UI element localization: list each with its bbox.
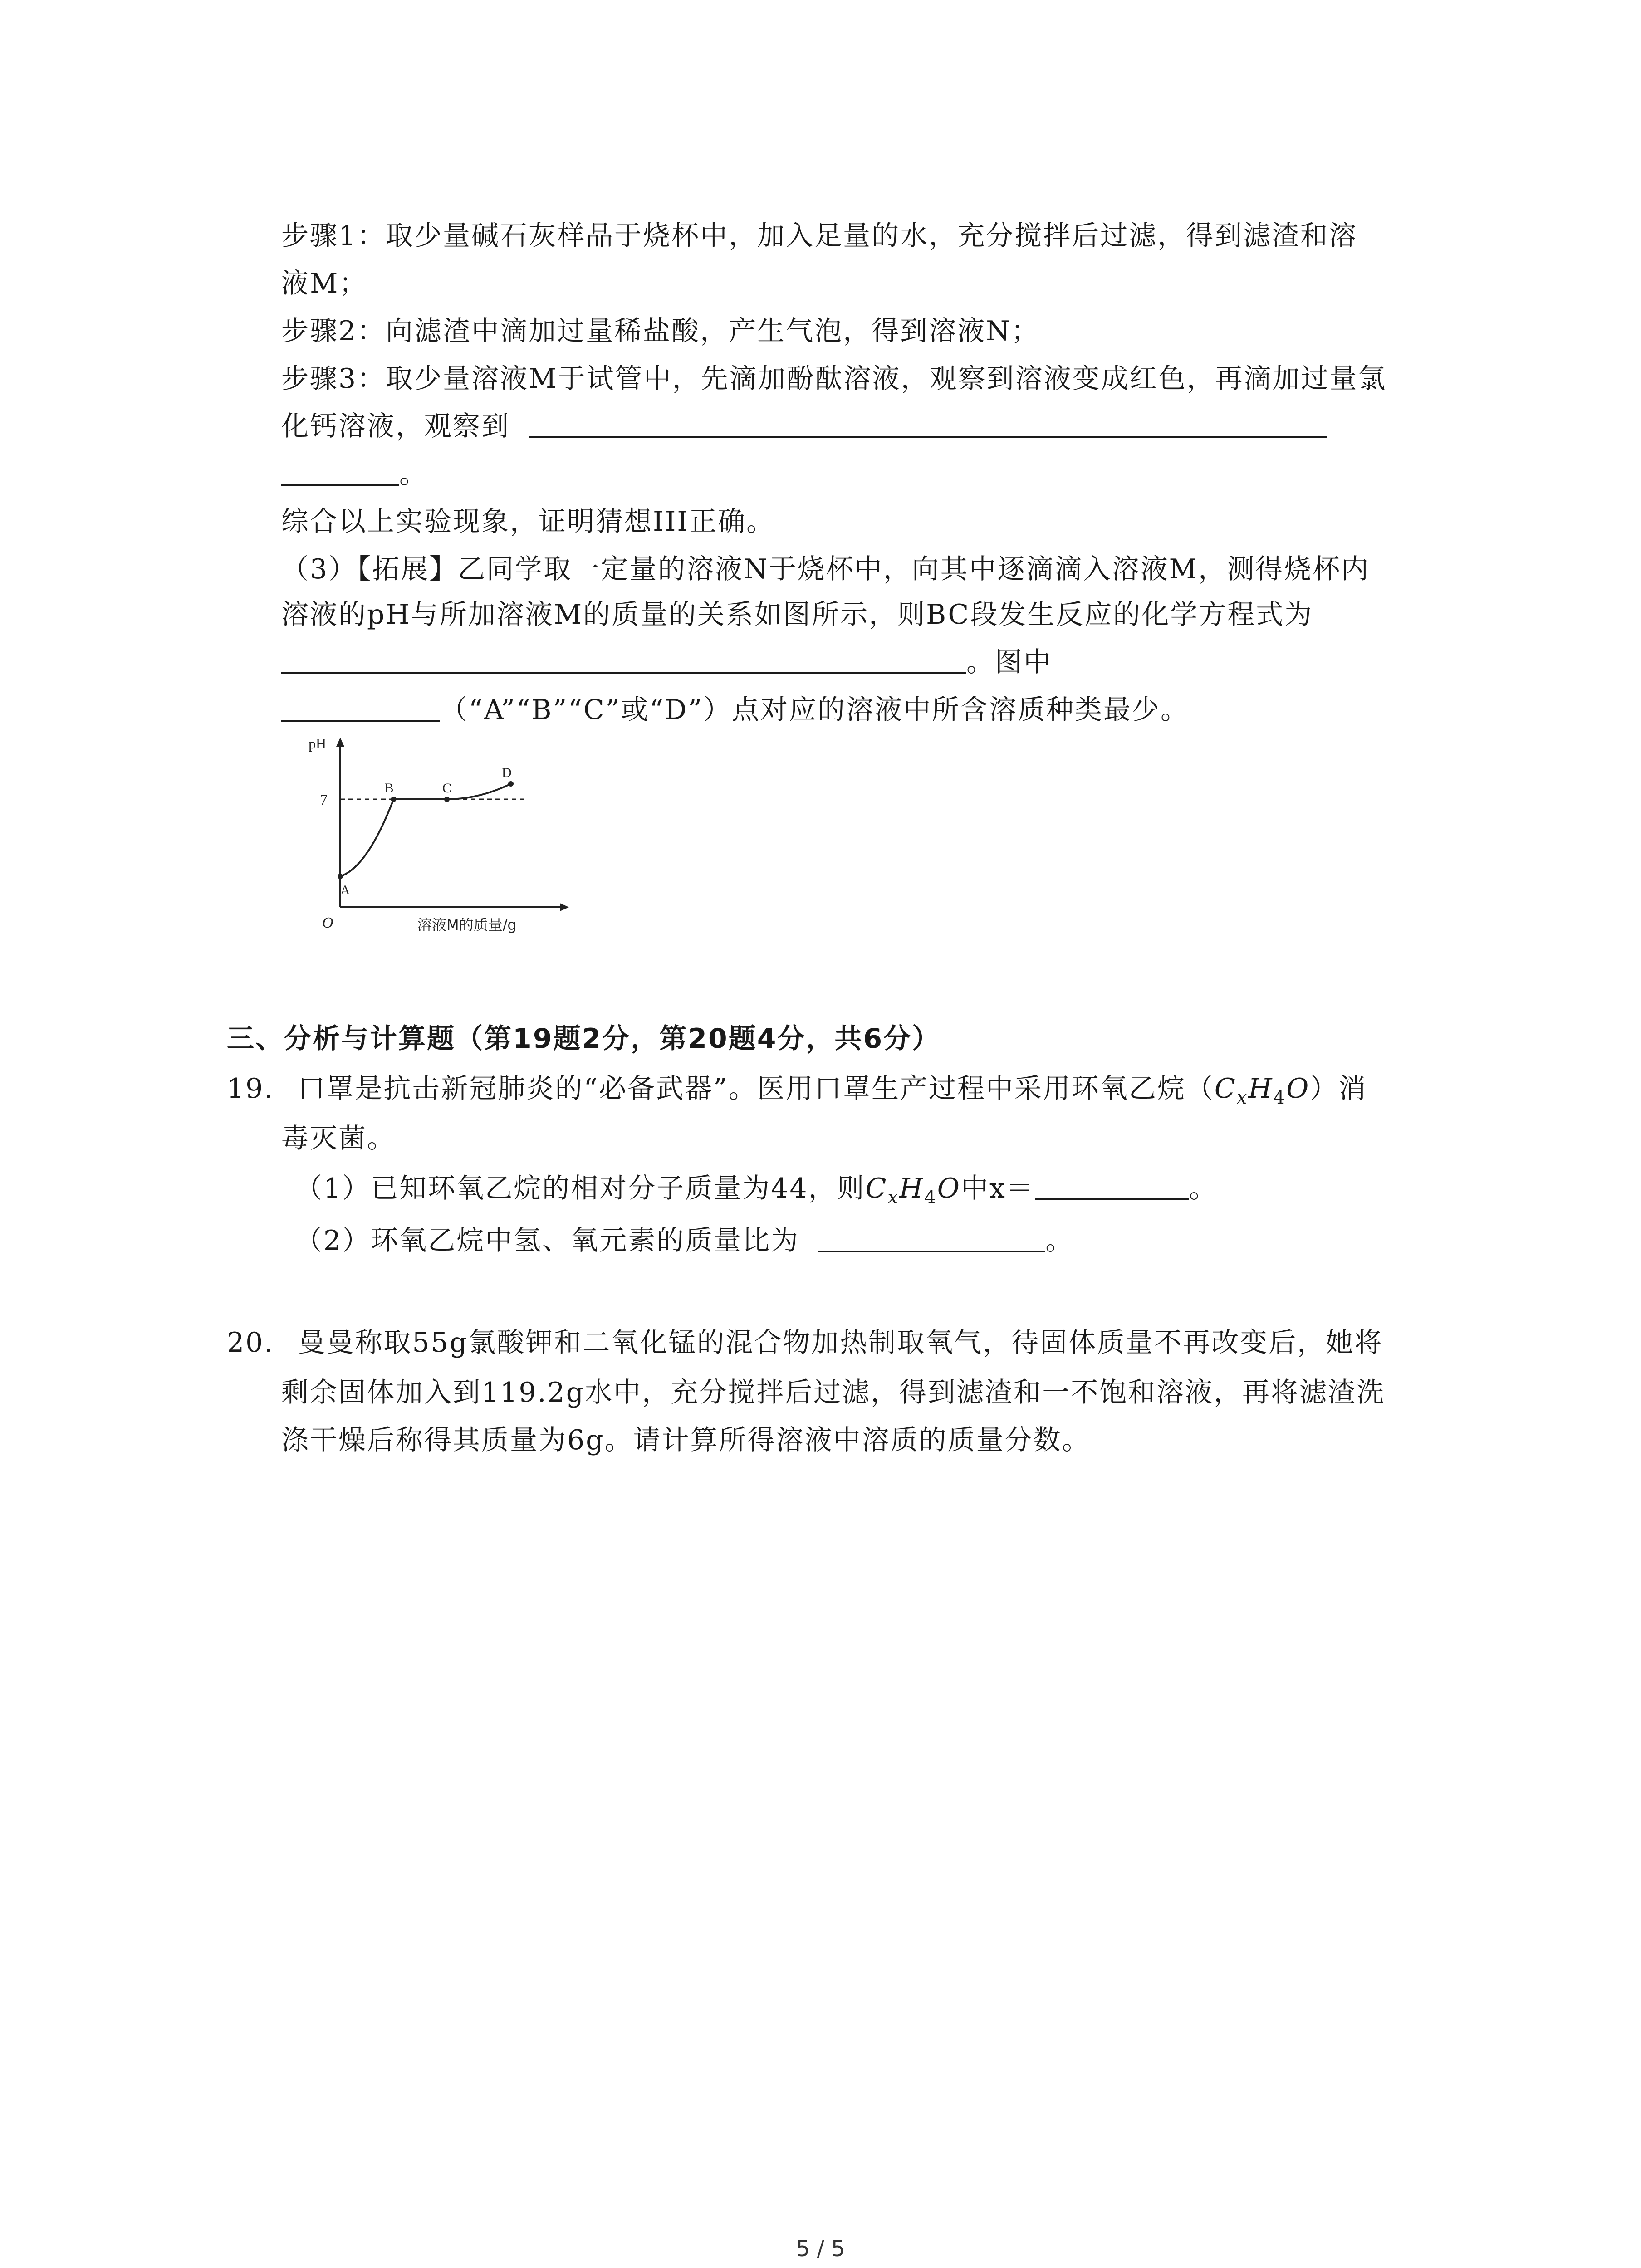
ph-chart-svg xyxy=(281,735,581,953)
q20-line2: 剩余固体加入到119.2g水中，充分搅拌后过滤，得到滤渣和一不饱和溶液，再将滤渣洗 xyxy=(281,1377,1386,1408)
point-label-c: C xyxy=(442,781,452,796)
q19-part1-text-b: 中x＝ xyxy=(961,1173,1035,1204)
x-axis-label: 溶液M的质量/g xyxy=(417,916,517,934)
point-label-b: B xyxy=(384,781,394,796)
part3-text-d: （“A”“B”“C”或“D”）点对应的溶液中所含溶质种类最少。 xyxy=(440,694,1190,726)
q19-part2-text: （2）环氧乙烷中氢、氧元素的质量比为 xyxy=(295,1225,800,1256)
formula-c: C xyxy=(1214,1073,1237,1105)
x-axis-arrow xyxy=(560,903,569,911)
part3-line1: （3）【拓展】乙同学取一定量的溶液N于烧杯中，向其中逐滴滴入溶液M，测得烧杯内 xyxy=(281,553,1370,585)
part3-line3 xyxy=(281,640,1052,685)
step3-line3 xyxy=(281,451,428,497)
point-b xyxy=(391,797,397,802)
origin-label: O xyxy=(322,914,333,931)
step3-text: 化钙溶液，观察到 xyxy=(281,411,510,442)
answer-blank-x[interactable] xyxy=(1035,1171,1189,1200)
y-axis-label: pH xyxy=(309,735,327,752)
q20-number: 20. xyxy=(227,1327,274,1359)
q19-part1-end: 。 xyxy=(1189,1173,1218,1204)
y-tick-7: 7 xyxy=(320,792,328,808)
q19-line2: 毒灭菌。 xyxy=(281,1123,396,1154)
q19-part1: （1）已知环氧乙烷的相对分子质量为44，则$C_xH_4O$中x＝ 。 xyxy=(295,1166,1218,1220)
q20-line1 xyxy=(227,1320,1383,1365)
ph-curve xyxy=(340,784,511,876)
conclusion-line: 综合以上实验现象，证明猜想III正确。 xyxy=(281,506,775,538)
formula-x: x xyxy=(1236,1087,1249,1108)
answer-blank-observation[interactable] xyxy=(529,409,1327,438)
answer-blank-ratio[interactable] xyxy=(818,1223,1045,1252)
part3-line2: 溶液的pH与所加溶液M的质量的关系如图所示，则BC段发生反应的化学方程式为 xyxy=(281,599,1313,631)
formula-o: O xyxy=(1286,1073,1310,1105)
step3-line1: 步骤3：取少量溶液M于试管中，先滴加酚酞溶液，观察到溶液变成红色，再滴加过量氯 xyxy=(281,363,1387,395)
q19-number: 19. xyxy=(227,1073,274,1105)
point-a xyxy=(338,874,343,879)
q20-line3: 涤干燥后称得其质量为6g。请计算所得溶液中溶质的质量分数。 xyxy=(281,1424,1091,1456)
point-label-a: A xyxy=(340,883,350,898)
answer-blank-observation-cont[interactable] xyxy=(281,457,399,486)
point-c xyxy=(444,797,450,802)
q19-line1 xyxy=(227,1066,1367,1120)
point-label-d: D xyxy=(502,765,512,780)
q19-part2-end: 。 xyxy=(1045,1225,1074,1256)
formula-4: 4 xyxy=(1273,1087,1287,1108)
q19-part2 xyxy=(295,1218,1074,1263)
part3-text-c: 。图中 xyxy=(966,646,1052,678)
point-d xyxy=(508,781,514,787)
step1-line2: 液M； xyxy=(281,268,368,299)
formula-h: H xyxy=(1248,1073,1274,1105)
y-axis-arrow xyxy=(336,738,344,747)
answer-blank-equation[interactable] xyxy=(281,645,966,674)
step1-line1: 步骤1：取少量碱石灰样品于烧杯中，加入足量的水，充分搅拌后过滤，得到滤渣和溶 xyxy=(281,220,1358,252)
page-number: 5 / 5 xyxy=(796,2236,845,2262)
ph-chart xyxy=(281,735,581,953)
q19-text: 口罩是抗击新冠肺炎的“必备武器”。医用口罩生产过程中采用环氧乙烷（ xyxy=(298,1073,1215,1105)
part3-line4 xyxy=(281,687,1189,733)
step3-line2 xyxy=(281,404,1327,449)
answer-blank-point[interactable] xyxy=(281,693,440,722)
q20-text-a: 曼曼称取55g氯酸钾和二氧化锰的混合物加热制取氧气，待固体质量不再改变后，她将 xyxy=(298,1327,1383,1359)
section3-title: 三、分析与计算题（第19题2分，第20题4分，共6分） xyxy=(227,1023,941,1055)
step3-period: 。 xyxy=(399,458,428,490)
q19-part1-text: （1）已知环氧乙烷的相对分子质量为44，则 xyxy=(295,1173,866,1204)
step2-line: 步骤2：向滤渣中滴加过量稀盐酸，产生气泡，得到溶液N； xyxy=(281,315,1040,347)
q19-text-end: ）消 xyxy=(1310,1073,1367,1105)
